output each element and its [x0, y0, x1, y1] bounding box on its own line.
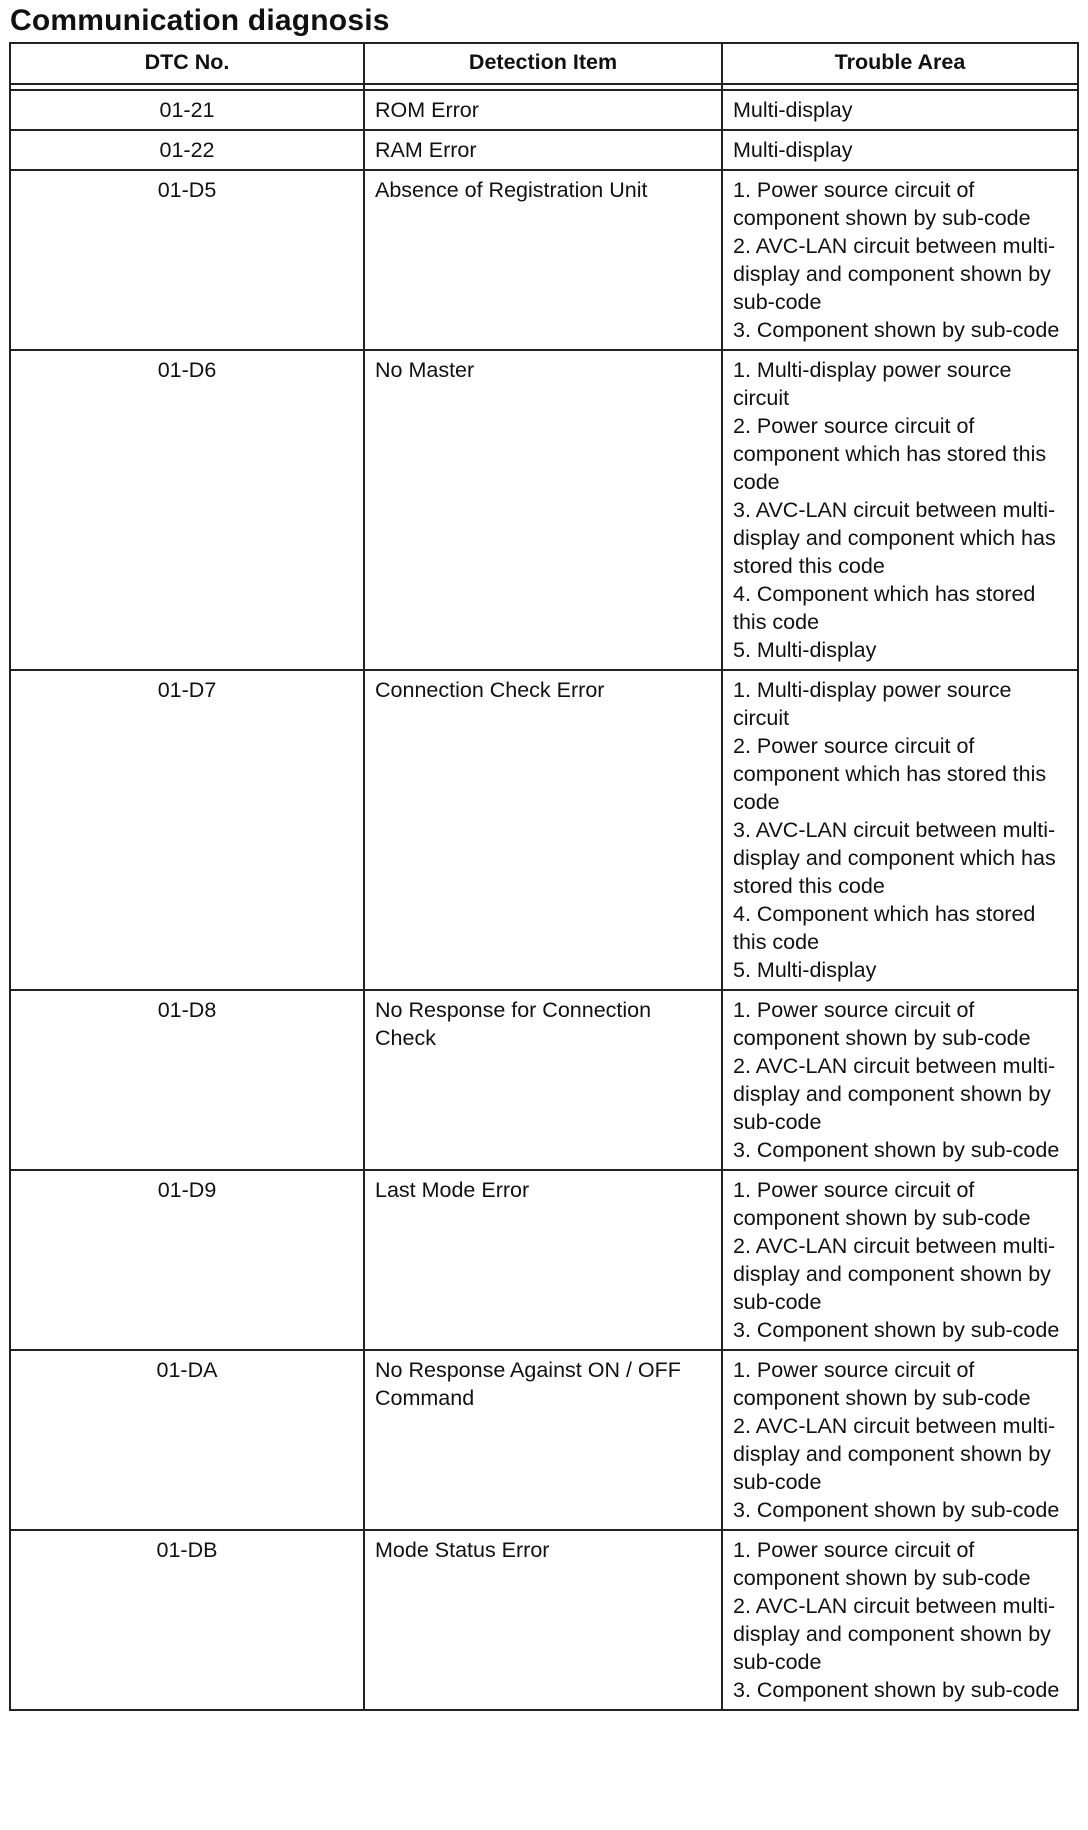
table-row — [10, 1530, 1078, 1710]
trouble-area-line: 2. AVC-LAN circuit between multi-display and component shown by sub-code — [733, 1054, 1056, 1134]
trouble-area — [722, 130, 1078, 170]
table-row — [10, 1350, 1078, 1530]
trouble-area — [722, 350, 1078, 670]
trouble-area-line: 5. Multi-display — [733, 958, 877, 982]
column-header-trouble-area: Trouble Area — [722, 43, 1078, 84]
trouble-area-line: 2. Power source circuit of component which has stored this code — [733, 734, 1047, 814]
page-title: Communication diagnosis — [10, 4, 390, 37]
dtc-code: 01-22 — [10, 130, 364, 170]
table-row — [10, 1170, 1078, 1350]
trouble-area — [722, 670, 1078, 990]
dtc-code: 01-D7 — [10, 670, 364, 990]
detection-item: RAM Error — [364, 130, 722, 170]
trouble-area-line: 2. AVC-LAN circuit between multi-display and component shown by sub-code — [733, 1594, 1056, 1674]
trouble-area-line: Multi-display — [733, 98, 853, 122]
trouble-area — [722, 1350, 1078, 1530]
detection-item: Connection Check Error — [364, 670, 722, 990]
detection-item: No Master — [364, 350, 722, 670]
trouble-area — [722, 170, 1078, 350]
trouble-area-line: 3. Component shown by sub-code — [733, 1138, 1060, 1162]
dtc-code: 01-D9 — [10, 1170, 364, 1350]
trouble-area-line: 1. Power source circuit of component shown by sub-code — [733, 178, 1031, 230]
trouble-area — [722, 90, 1078, 130]
trouble-area-line: 1. Power source circuit of component shown by sub-code — [733, 1178, 1031, 1230]
trouble-area-line: 3. Component shown by sub-code — [733, 1318, 1060, 1342]
detection-item: No Response Against ON / OFF Command — [364, 1350, 722, 1530]
detection-item: Mode Status Error — [364, 1530, 722, 1710]
detection-item: ROM Error — [364, 90, 722, 130]
trouble-area-line: 1. Power source circuit of component shown by sub-code — [733, 1358, 1031, 1410]
trouble-area-line: 3. AVC-LAN circuit between multi-display and component which has stored this code — [733, 498, 1056, 578]
dtc-table — [9, 42, 1079, 1711]
trouble-area-line: 1. Power source circuit of component shown by sub-code — [733, 1538, 1031, 1590]
detection-item: No Response for Connection Check — [364, 990, 722, 1170]
dtc-code: 01-DA — [10, 1350, 364, 1530]
trouble-area-line: 2. AVC-LAN circuit between multi-display and component shown by sub-code — [733, 1234, 1056, 1314]
table-header-row — [10, 43, 1078, 84]
trouble-area-line: 4. Component which has stored this code — [733, 582, 1036, 634]
column-header-detection-item: Detection Item — [364, 43, 722, 84]
trouble-area-line: 3. Component shown by sub-code — [733, 318, 1060, 342]
trouble-area-line: 1. Power source circuit of component shown by sub-code — [733, 998, 1031, 1050]
trouble-area-line: 4. Component which has stored this code — [733, 902, 1036, 954]
trouble-area — [722, 1530, 1078, 1710]
trouble-area-line: 3. AVC-LAN circuit between multi-display and component which has stored this code — [733, 818, 1056, 898]
trouble-area — [722, 990, 1078, 1170]
dtc-code: 01-D8 — [10, 990, 364, 1170]
table-row — [10, 350, 1078, 670]
trouble-area-line: 5. Multi-display — [733, 638, 877, 662]
detection-item: Last Mode Error — [364, 1170, 722, 1350]
table-row — [10, 130, 1078, 170]
detection-item: Absence of Registration Unit — [364, 170, 722, 350]
table-row — [10, 990, 1078, 1170]
dtc-code: 01-21 — [10, 90, 364, 130]
table-row — [10, 670, 1078, 990]
trouble-area-line: 1. Multi-display power source circuit — [733, 678, 1012, 730]
trouble-area-line: 1. Multi-display power source circuit — [733, 358, 1012, 410]
dtc-code: 01-D5 — [10, 170, 364, 350]
table-row — [10, 170, 1078, 350]
table-row — [10, 90, 1078, 130]
trouble-area — [722, 1170, 1078, 1350]
trouble-area-line: 2. Power source circuit of component which has stored this code — [733, 414, 1047, 494]
dtc-code: 01-DB — [10, 1530, 364, 1710]
trouble-area-line: 2. AVC-LAN circuit between multi-display and component shown by sub-code — [733, 1414, 1056, 1494]
trouble-area-line: 3. Component shown by sub-code — [733, 1498, 1060, 1522]
trouble-area-line: 3. Component shown by sub-code — [733, 1678, 1060, 1702]
table-body — [10, 84, 1078, 1710]
column-header-dtc-no: DTC No. — [10, 43, 364, 84]
trouble-area-line: Multi-display — [733, 138, 853, 162]
trouble-area-line: 2. AVC-LAN circuit between multi-display and component shown by sub-code — [733, 234, 1056, 314]
dtc-code: 01-D6 — [10, 350, 364, 670]
